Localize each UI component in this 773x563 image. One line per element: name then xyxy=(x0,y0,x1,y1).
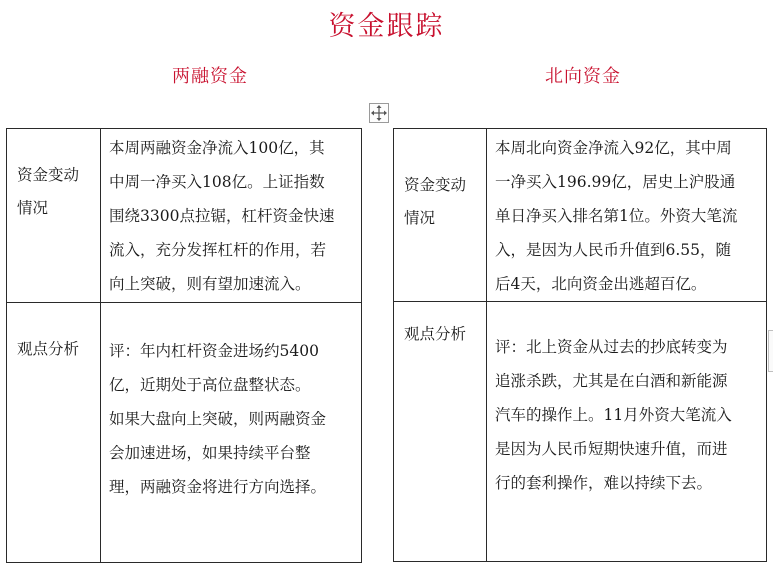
text-line: 是因为人民币短期快速升值，而进 xyxy=(495,440,728,458)
right-row2-label: 观点分析 xyxy=(404,325,467,343)
left-row2-content-cell[interactable] xyxy=(101,303,362,563)
text-line: 中周一净买入108亿。上证指数 xyxy=(109,173,325,191)
move-cross-icon xyxy=(370,104,388,122)
right-row1-label-cell[interactable] xyxy=(394,129,487,302)
left-row1-content-cell[interactable] xyxy=(101,129,362,303)
text-line: 如果大盘向上突破，则两融资金 xyxy=(109,410,327,428)
text-line: 入，是因为人民币升值到6.55，随 xyxy=(495,241,732,259)
right-edge-tab xyxy=(768,330,773,372)
text-line: 流入，充分发挥杠杆的作用，若 xyxy=(109,241,327,259)
left-table xyxy=(6,128,362,563)
left-heading: 两融资金 xyxy=(172,66,248,87)
text-line: 评：北上资金从过去的抄底转变为 xyxy=(495,338,728,356)
text-line: 评：年内杠杆资金进场约5400 xyxy=(109,342,319,360)
text-line: 亿，近期处于高位盘整状态。 xyxy=(109,376,311,394)
page-title: 资金跟踪 xyxy=(328,11,445,42)
text-line: 汽车的操作上。11月外资大笔流入 xyxy=(495,406,732,424)
text-line: 本周两融资金净流入100亿，其 xyxy=(109,139,325,157)
text-line: 会加速进场，如果持续平台整 xyxy=(109,444,311,462)
text-line: 围绕3300点拉锯，杠杆资金快速 xyxy=(109,207,335,225)
text-line: 向上突破，则有望加速流入。 xyxy=(109,275,311,293)
left-row2-label-cell[interactable] xyxy=(7,303,101,563)
right-heading: 北向资金 xyxy=(545,66,621,87)
left-row1-label-cell[interactable] xyxy=(7,129,101,303)
right-row2-content-cell[interactable] xyxy=(487,302,767,562)
right-row1-content-cell[interactable] xyxy=(487,129,767,302)
right-table xyxy=(393,128,767,562)
text-line: 后4天，北向资金出逃超百亿。 xyxy=(495,275,707,293)
text-line: 单日净买入排名第1位。外资大笔流 xyxy=(495,207,738,225)
right-row1-label: 资金变动情况 xyxy=(404,176,467,227)
right-row2-label-cell[interactable] xyxy=(394,302,487,562)
text-line: 理，两融资金将进行方向选择。 xyxy=(109,478,327,496)
table-move-handle[interactable] xyxy=(369,103,389,123)
left-row2-label: 观点分析 xyxy=(17,340,80,358)
text-line: 本周北向资金净流入92亿，其中周 xyxy=(495,139,732,157)
text-line: 追涨杀跌，尤其是在白酒和新能源 xyxy=(495,372,728,390)
text-line: 行的套利操作，难以持续下去。 xyxy=(495,474,713,492)
left-row1-label: 资金变动情况 xyxy=(17,166,80,217)
text-line: 一净买入196.99亿，居史上沪股通 xyxy=(495,173,736,191)
